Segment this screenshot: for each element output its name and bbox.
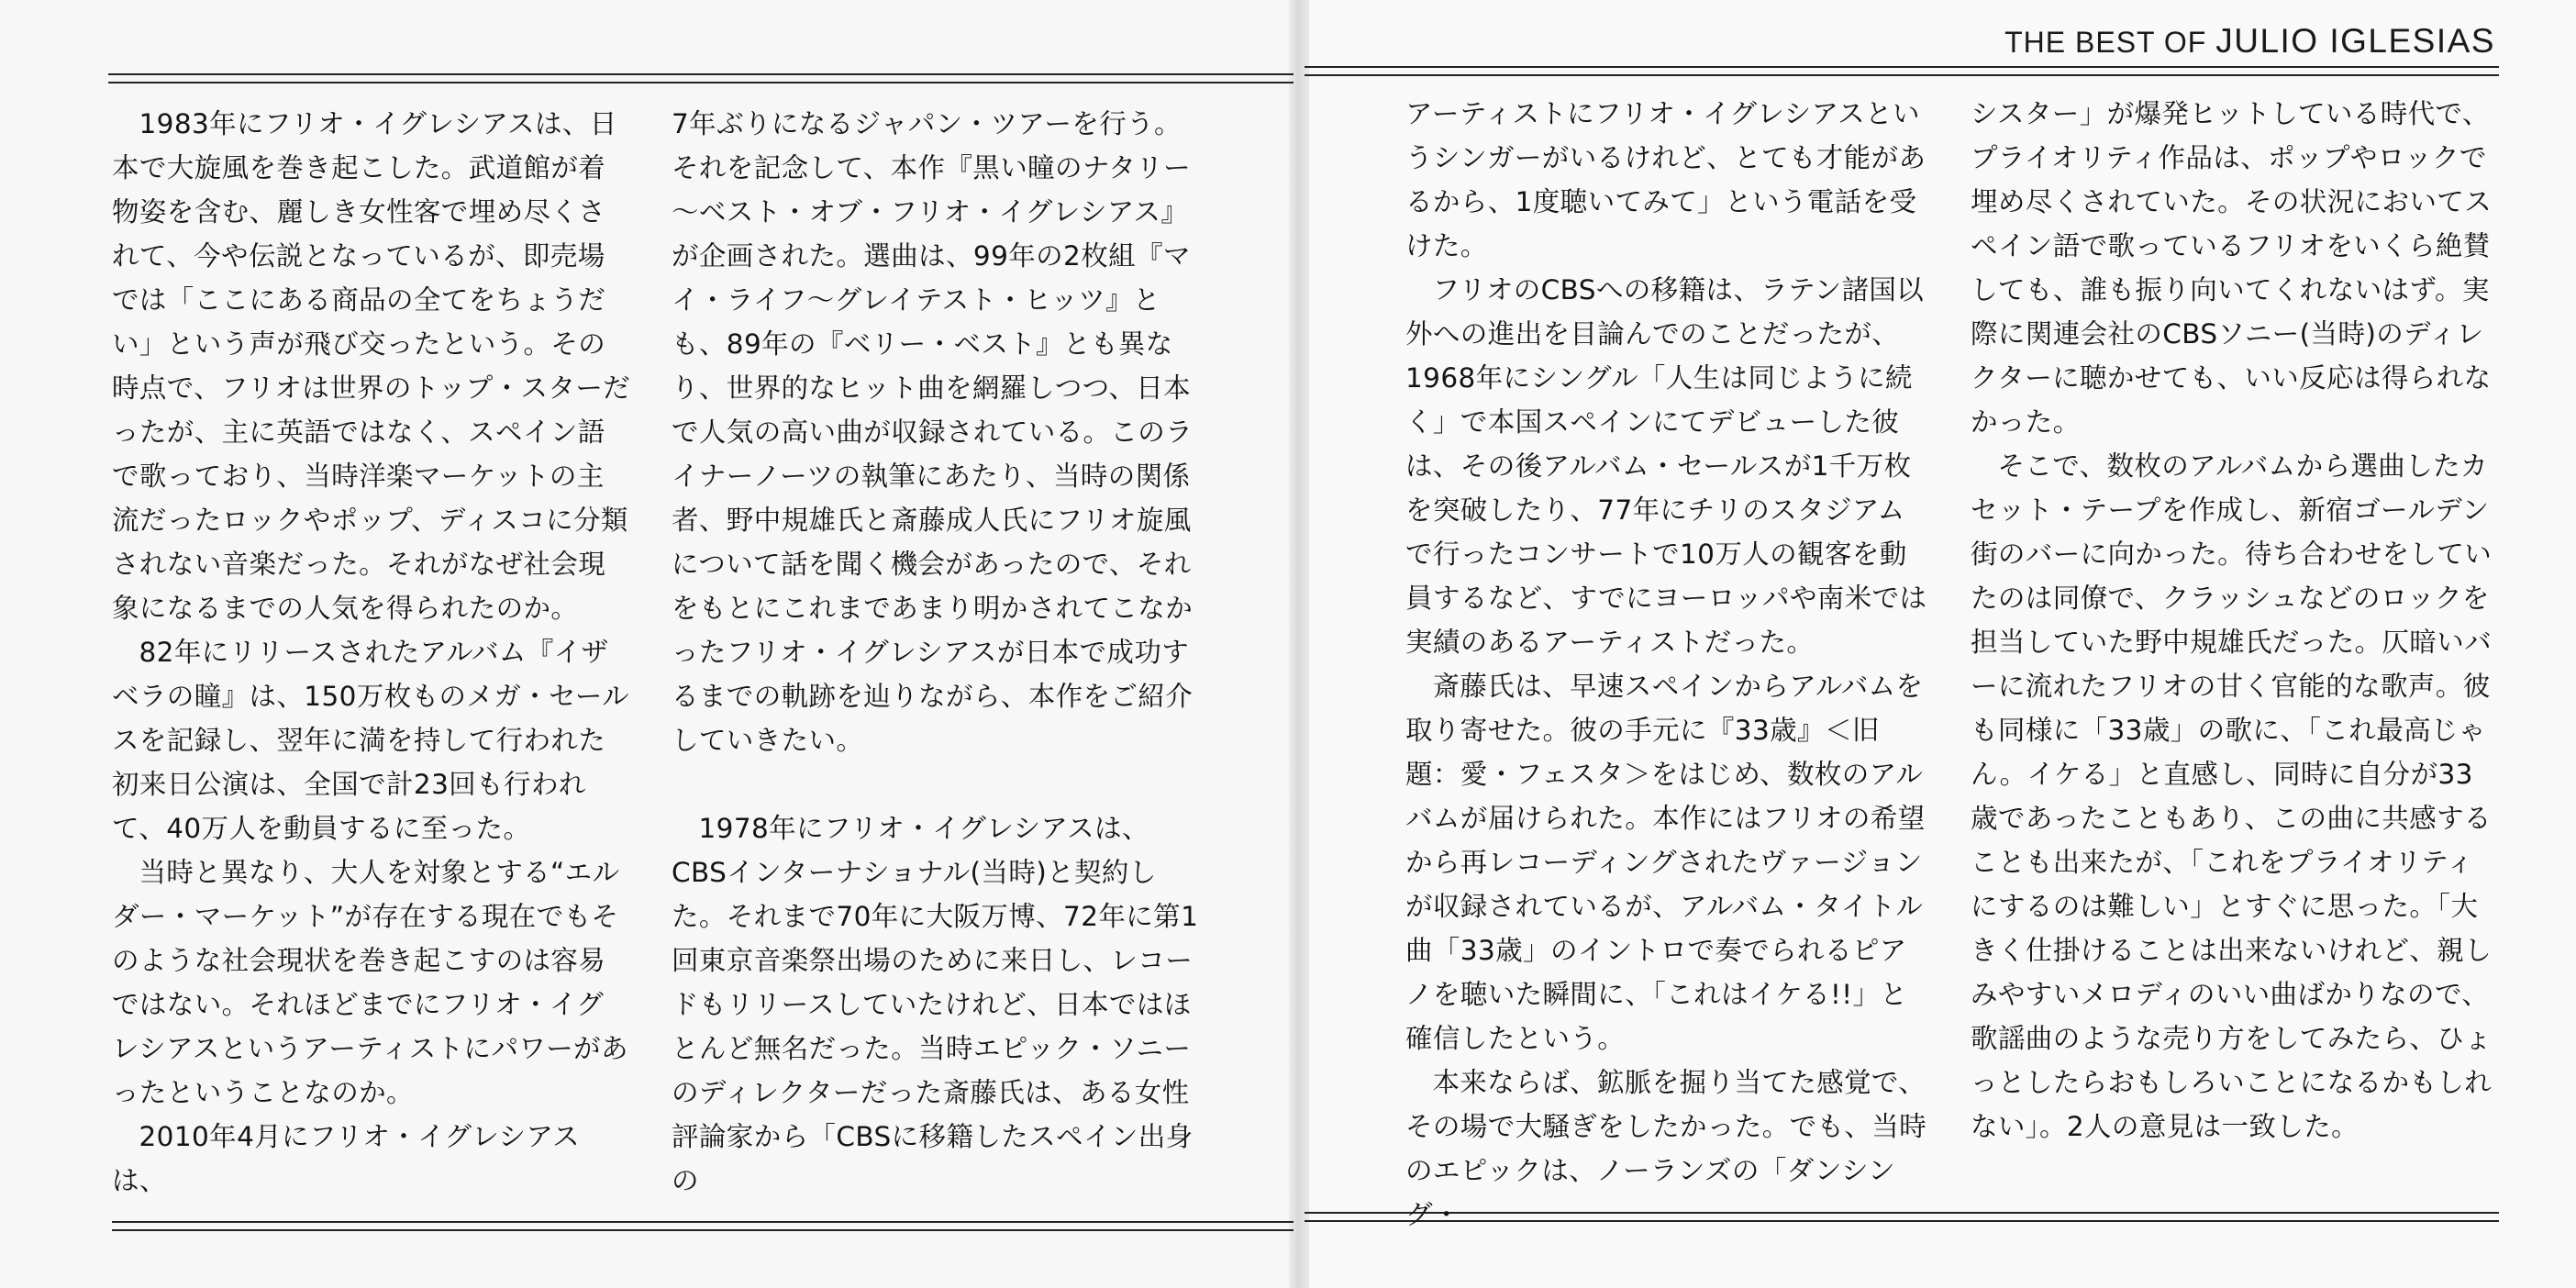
page-gutter bbox=[1289, 0, 1309, 1288]
paragraph: 2010年4月にフリオ・イグレシアスは、 bbox=[112, 1121, 581, 1196]
paragraph: 82年にリリースされたアルバム『イザベラの瞳』は、150万枚ものメガ・セールスを記録し、翌年に満を持して行われた初来日公演は、全国で計23回も行われて、40万人を動員するに至った。 bbox=[112, 637, 630, 844]
paragraph: 7年ぶりになるジャパン・ツアーを行う。それを記念して、本作『黒い瞳のナタリー～ベスト・オブ・フリオ・イグレシアス』が企画された。選曲は、99年の2枚組『マイ・ライフ～グレイテスト・ヒッツ』とも、89年の『ベリー・ベスト』とも異なり、世界的なヒット曲を網羅しつつ、日本で人気の高い曲が収録されている。このライナーノーツの執筆にあたり、当時の関係者、野中規雄氏と斎藤成人氏にフリオ旋風について話を聞く機会があったので、それをもとにこれまであまり明かされてこなかったフリオ・イグレシアスが日本で成功するまでの軌跡を辿りながら、本作をご紹介していきたい。 bbox=[672, 108, 1194, 756]
text-column-3 bbox=[1405, 92, 1930, 1237]
paragraph: そこで、数枚のアルバムから選曲したカセット・テープを作成し、新宿ゴールデン街のバーに向かった。待ち合わせをしていたのは同僚で、クラッシュなどのロックを担当していた野中規雄氏だった。仄暗いバーに流れたフリオの甘く官能的な歌声。彼も同様に「33歳」の歌に、「これ最高じゃん。イケる」と直感し、同時に自分が33歳であったこともあり、この曲に共感することも出来たが、「これをプライオリティにするのは難しい」とすぐに思った。「大きく仕掛けることは出来ないけれど、親しみやすいメロディのいい曲ばかりなので、歌謡曲のような売り方をしてみたら、ひょっとしたらおもしろいことになるかもしれない」。2人の意見は一致した。 bbox=[1971, 450, 2493, 1142]
paragraph: シスター」が爆発ヒットしている時代で、プライオリティ作品は、ポップやロックで埋め尽くされていた。その状況においてスペイン語で歌っているフリオをいくら絶賛しても、誰も振り向いてくれないはず。実際に関連会社のCBSソニー(当時)のディレクターに聴かせても、いい反応は得られなかった。 bbox=[1971, 98, 2493, 438]
paragraph: フリオのCBSへの移籍は、ラテン諸国以外への進出を目論んでのことだったが、1968年にシングル「人生は同じように続く」で本国スペインにてデビューした彼は、その後アルバム・セールスが1千万枚を突破したり、77年にチリのスタジアムで行ったコンサートで10万人の観客を動員するなど、すでにヨーロッパや南米では実績のあるアーティストだった。 bbox=[1405, 274, 1927, 658]
text-column-1 bbox=[112, 102, 631, 1203]
paragraph: 本来ならば、鉱脈を掘り当てた感覚で、その場で大騒ぎをしたかった。でも、当時のエピックは、ノーランズの「ダンシング・ bbox=[1405, 1067, 1927, 1230]
text-column-2 bbox=[672, 102, 1202, 1203]
top-rule-right bbox=[1305, 66, 2499, 76]
paragraph: アーティストにフリオ・イグレシアスというシンガーがいるけれど、とても才能があるから、1度聴いてみて」という電話を受けた。 bbox=[1405, 98, 1926, 261]
running-head-name: JULIO IGLESIAS bbox=[2215, 22, 2495, 60]
paragraph: 当時と異なり、大人を対象とする“エルダー・マーケット”が存在する現在でもそのような社会現状を巻き起こすのは容易ではない。それほどまでにフリオ・イグレシアスというアーティストにパワーがあったということなのか。 bbox=[112, 857, 628, 1108]
paragraph: 1983年にフリオ・イグレシアスは、日本で大旋風を巻き起こした。武道館が着物姿を含む、麗しき女性客で埋め尽くされて、今や伝説となっているが、即売場では「ここにある商品の全てをちょうだい」という声が飛び交ったという。その時点で、フリオは世界のトップ・スターだったが、主に英語ではなく、スペイン語で歌っており、当時洋楽マーケットの主流だったロックやポップ、ディスコに分類されない音楽だった。それがなぜ社会現象になるまでの人気を得られたのか。 bbox=[112, 108, 631, 624]
running-head bbox=[2004, 22, 2495, 61]
paragraph: 1978年にフリオ・イグレシアスは、CBSインターナショナル(当時)と契約した。それまで70年に大阪万博、72年に第1回東京音楽祭出場のために来日し、レコードもリリースしていたけれど、日本ではほとんど無名だった。当時エピック・ソニーのディレクターだった斎藤氏は、ある女性評論家から「CBSに移籍したスペイン出身の bbox=[672, 813, 1199, 1196]
paragraph: 斎藤氏は、早速スペインからアルバムを取り寄せた。彼の手元に『33歳』＜旧題：愛・フェスタ＞をはじめ、数枚のアルバムが届けられた。本作にはフリオの希望から再レコーディングされたヴァージョンが収録されているが、アルバム・タイトル曲「33歳」のイントロで奏でられるピアノを聴いた瞬間に、「これはイケる!!」と確信したという。 bbox=[1405, 671, 1926, 1054]
bottom-rule-left bbox=[112, 1221, 1294, 1231]
text-column-4 bbox=[1971, 92, 2495, 1149]
running-head-prefix: THE BEST OF bbox=[2004, 26, 2207, 59]
top-rule-left bbox=[108, 73, 1294, 83]
